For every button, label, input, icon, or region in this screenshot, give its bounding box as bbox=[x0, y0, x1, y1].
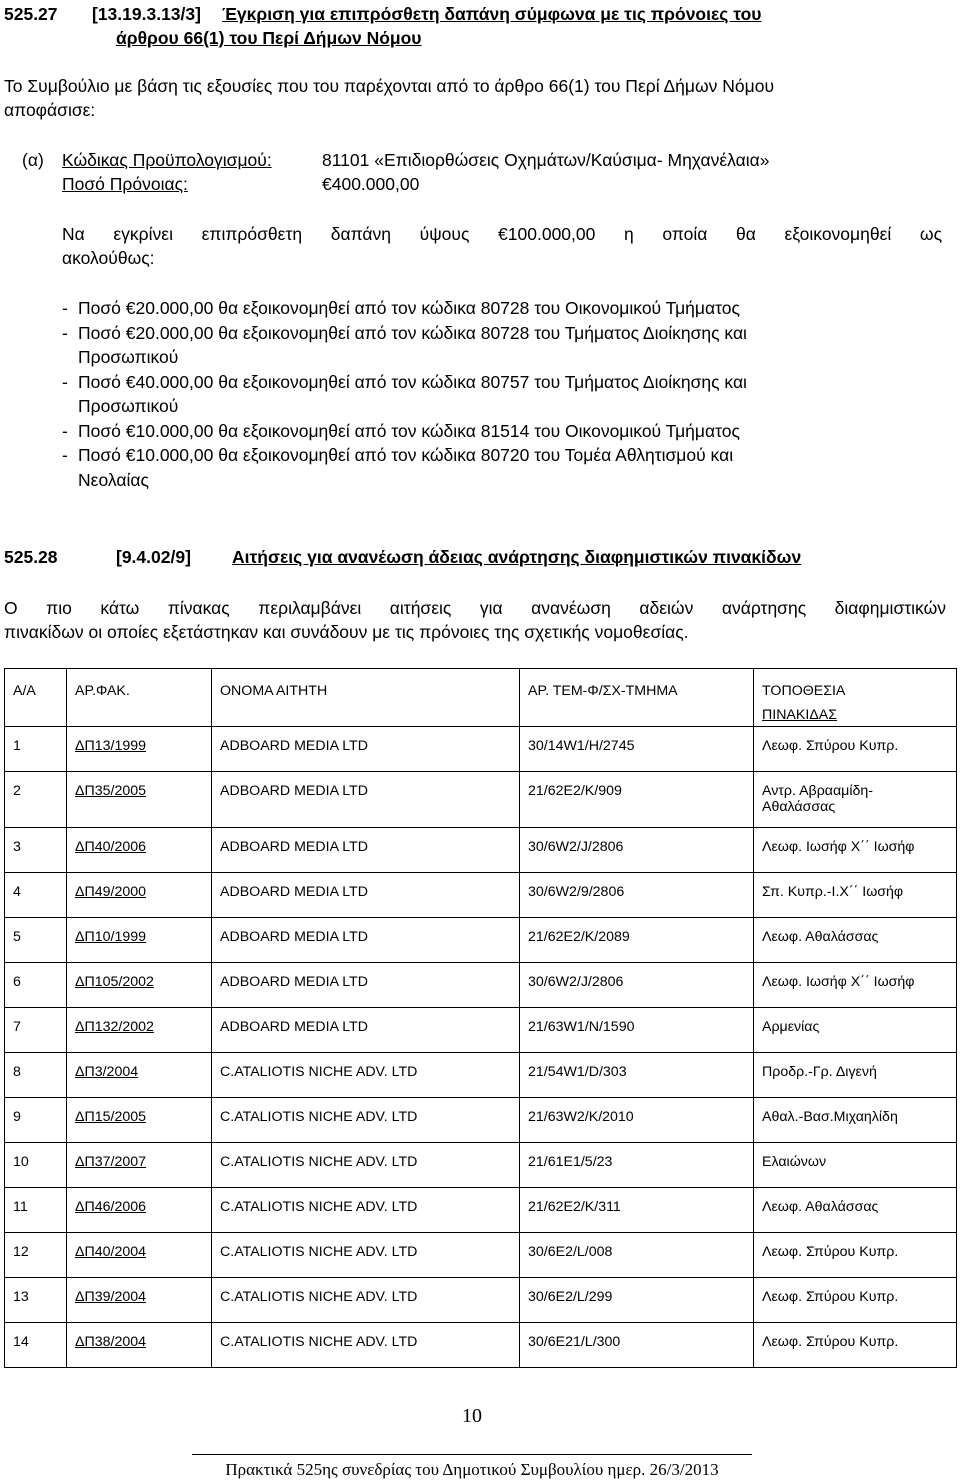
cell-file: ΔΠ49/2000 bbox=[67, 873, 212, 918]
cell-file: ΔΠ37/2007 bbox=[67, 1143, 212, 1188]
cell-aa: 1 bbox=[5, 727, 67, 772]
cell-aa: 11 bbox=[5, 1188, 67, 1233]
cell-applicant: ADBOARD MEDIA LTD bbox=[212, 772, 520, 828]
list-item bbox=[62, 419, 942, 444]
cell-file: ΔΠ3/2004 bbox=[67, 1053, 212, 1098]
cell-location-line1: Λεωφ. Σπύρου Κυπρ. bbox=[762, 1289, 899, 1305]
cell-location-line1: Λεωφ. Ιωσήφ Χ΄΄ Ιωσήφ bbox=[762, 974, 915, 990]
cell-plot: 21/62E2/K/311 bbox=[520, 1188, 754, 1233]
cell-location bbox=[754, 1233, 957, 1278]
budget-code-value: 81101 «Επιδιορθώσεις Οχημάτων/Καύσιμα- Μηχανέλαια» bbox=[322, 150, 770, 170]
cell-applicant: ADBOARD MEDIA LTD bbox=[212, 963, 520, 1008]
header-plot: ΑΡ. ΤΕΜ-Φ/ΣΧ-ΤΜΗΜΑ bbox=[520, 669, 754, 727]
cell-plot: 21/63W1/N/1590 bbox=[520, 1008, 754, 1053]
table-row bbox=[5, 873, 957, 918]
savings-text-line1: Ποσό €40.000,00 θα εξοικονομηθεί από τον κώδικα 80757 του Τμήματος Διοίκησης και bbox=[78, 371, 747, 392]
savings-text-line2: Προσωπικού bbox=[78, 396, 179, 416]
header-aa: Α/Α bbox=[5, 669, 67, 727]
cell-file: ΔΠ15/2005 bbox=[67, 1098, 212, 1143]
cell-aa: 13 bbox=[5, 1278, 67, 1323]
cell-plot: 30/6E2/L/299 bbox=[520, 1278, 754, 1323]
cell-location bbox=[754, 873, 957, 918]
cell-location-line1: Λεωφ. Σπύρου Κυπρ. bbox=[762, 1244, 899, 1260]
cell-plot: 30/6W2/9/2806 bbox=[520, 873, 754, 918]
table-row bbox=[5, 828, 957, 873]
cell-plot: 30/6E2/L/008 bbox=[520, 1233, 754, 1278]
cell-location bbox=[754, 1278, 957, 1323]
cell-applicant: C.ATALIOTIS NICHE ADV. LTD bbox=[212, 1143, 520, 1188]
header-location-line1: ΤΟΠΟΘΕΣΙΑ bbox=[762, 683, 846, 699]
cell-applicant: C.ATALIOTIS NICHE ADV. LTD bbox=[212, 1098, 520, 1143]
provision-value: €400.000,00 bbox=[322, 174, 420, 194]
savings-text-line2: Νεολαίας bbox=[78, 469, 149, 490]
item-title-line2: άρθρου 66(1) του Περί Δήμων Νόμου bbox=[116, 28, 422, 48]
provision-label: Ποσό Πρόνοιας: bbox=[62, 174, 188, 194]
cell-file: ΔΠ10/1999 bbox=[67, 918, 212, 963]
cell-plot: 30/6E21/L/300 bbox=[520, 1323, 754, 1368]
savings-text-line1: Ποσό €20.000,00 θα εξοικονομηθεί από τον κώδικα 80728 του Οικονομικού Τμήματος bbox=[78, 298, 740, 318]
table-header-row bbox=[5, 669, 957, 727]
cell-file: ΔΠ13/1999 bbox=[67, 727, 212, 772]
cell-location-line1: Λεωφ. Αθαλάσσας bbox=[762, 929, 879, 945]
list-item bbox=[62, 370, 942, 419]
cell-file: ΔΠ40/2004 bbox=[67, 1233, 212, 1278]
cell-aa: 7 bbox=[5, 1008, 67, 1053]
cell-location bbox=[754, 963, 957, 1008]
table-row bbox=[5, 963, 957, 1008]
cell-location bbox=[754, 1053, 957, 1098]
cell-location bbox=[754, 772, 957, 828]
table-row bbox=[5, 1323, 957, 1368]
cell-location bbox=[754, 828, 957, 873]
footer-text: Πρακτικά 525ης συνεδρίας του Δημοτικού Συμβουλίου ημερ. 26/3/2013 bbox=[225, 1460, 719, 1479]
cell-location bbox=[754, 1098, 957, 1143]
savings-text-line1: Ποσό €20.000,00 θα εξοικονομηθεί από τον κώδικα 80728 του Τμήματος Διοίκησης και bbox=[78, 322, 747, 343]
item2-intro-line2: πινακίδων οι οποίες εξετάστηκαν και συνάδουν με τις πρόνοιες της σχετικής νομοθεσίας. bbox=[4, 622, 689, 642]
cell-file: ΔΠ132/2002 bbox=[67, 1008, 212, 1053]
cell-aa: 3 bbox=[5, 828, 67, 873]
cell-file: ΔΠ35/2005 bbox=[67, 772, 212, 828]
cell-aa: 5 bbox=[5, 918, 67, 963]
budget-code-label: Κώδικας Προϋπολογισμού: bbox=[62, 150, 272, 170]
cell-aa: 2 bbox=[5, 772, 67, 828]
cell-file: ΔΠ38/2004 bbox=[67, 1323, 212, 1368]
cell-location-line1: Αθαλ.-Βασ.Μιχαηλίδη bbox=[762, 1109, 898, 1125]
item2-number: 525.28 bbox=[4, 547, 58, 567]
cell-applicant: ADBOARD MEDIA LTD bbox=[212, 727, 520, 772]
signs-table bbox=[4, 668, 957, 1368]
approve-line2: ακολούθως: bbox=[62, 248, 155, 268]
table-row bbox=[5, 772, 957, 828]
cell-plot: 30/6W2/J/2806 bbox=[520, 828, 754, 873]
cell-plot: 21/61E1/5/23 bbox=[520, 1143, 754, 1188]
cell-location bbox=[754, 1143, 957, 1188]
cell-applicant: ADBOARD MEDIA LTD bbox=[212, 873, 520, 918]
list-item bbox=[62, 443, 942, 492]
cell-plot: 21/62E2/K/909 bbox=[520, 772, 754, 828]
cell-applicant: C.ATALIOTIS NICHE ADV. LTD bbox=[212, 1278, 520, 1323]
cell-plot: 30/14W1/H/2745 bbox=[520, 727, 754, 772]
cell-aa: 4 bbox=[5, 873, 67, 918]
list-dash: - bbox=[62, 298, 68, 318]
cell-aa: 12 bbox=[5, 1233, 67, 1278]
table-row bbox=[5, 1278, 957, 1323]
table-row bbox=[5, 1233, 957, 1278]
approve-line1: Να εγκρίνει επιπρόσθετη δαπάνη ύψους €100.000,00 η οποία θα εξοικονομηθεί ως bbox=[62, 224, 942, 244]
savings-list bbox=[62, 296, 942, 492]
list-dash: - bbox=[62, 371, 68, 392]
cell-location bbox=[754, 1188, 957, 1233]
cell-plot: 21/62E2/K/2089 bbox=[520, 918, 754, 963]
cell-applicant: C.ATALIOTIS NICHE ADV. LTD bbox=[212, 1323, 520, 1368]
cell-location-line1: Αντρ. Αβρααμίδη- bbox=[762, 783, 874, 799]
cell-applicant: C.ATALIOTIS NICHE ADV. LTD bbox=[212, 1053, 520, 1098]
cell-location-line1: Προδρ.-Γρ. Διγενή bbox=[762, 1064, 877, 1080]
table-row bbox=[5, 1053, 957, 1098]
table-row bbox=[5, 918, 957, 963]
cell-applicant: ADBOARD MEDIA LTD bbox=[212, 1008, 520, 1053]
cell-applicant: ADBOARD MEDIA LTD bbox=[212, 828, 520, 873]
savings-text-line1: Ποσό €10.000,00 θα εξοικονομηθεί από τον κώδικα 81514 του Οικονομικού Τμήματος bbox=[78, 420, 740, 441]
cell-applicant: C.ATALIOTIS NICHE ADV. LTD bbox=[212, 1233, 520, 1278]
header-file: ΑΡ.ΦΑΚ. bbox=[67, 669, 212, 727]
item2-intro-line1: Ο πιο κάτω πίνακας περιλαμβάνει αιτήσεις για ανανέωση αδειών ανάρτησης διαφημιστικών bbox=[4, 598, 946, 618]
cell-aa: 10 bbox=[5, 1143, 67, 1188]
cell-file: ΔΠ46/2006 bbox=[67, 1188, 212, 1233]
item-number: 525.27 bbox=[4, 4, 58, 24]
cell-location-line1: Λεωφ. Αθαλάσσας bbox=[762, 1199, 879, 1215]
item-code: [13.19.3.13/3] bbox=[92, 4, 201, 24]
cell-location-line1: Λεωφ. Ιωσήφ Χ΄΄ Ιωσήφ bbox=[762, 839, 915, 855]
list-item bbox=[62, 296, 942, 321]
item-title-line1: Έγκριση για επιπρόσθετη δαπάνη σύμφωνα με τις πρόνοιες του bbox=[222, 4, 762, 24]
table-row bbox=[5, 1188, 957, 1233]
cell-location-line2: Αθαλάσσας bbox=[762, 799, 836, 815]
cell-applicant: C.ATALIOTIS NICHE ADV. LTD bbox=[212, 1188, 520, 1233]
cell-aa: 9 bbox=[5, 1098, 67, 1143]
cell-plot: 21/63W2/K/2010 bbox=[520, 1098, 754, 1143]
page-number: 10 bbox=[462, 1405, 482, 1427]
cell-plot: 21/54W1/D/303 bbox=[520, 1053, 754, 1098]
cell-location bbox=[754, 1323, 957, 1368]
list-dash: - bbox=[62, 420, 68, 441]
footer-divider bbox=[192, 1454, 752, 1455]
header-location bbox=[754, 669, 957, 727]
cell-location-line1: Λεωφ. Σπύρου Κυπρ. bbox=[762, 738, 899, 754]
savings-text-line1: Ποσό €10.000,00 θα εξοικονομηθεί από τον κώδικα 80720 του Τομέα Αθλητισμού και bbox=[78, 445, 734, 465]
list-dash: - bbox=[62, 322, 68, 343]
cell-aa: 8 bbox=[5, 1053, 67, 1098]
cell-aa: 14 bbox=[5, 1323, 67, 1368]
item2-title: Αιτήσεις για ανανέωση άδειας ανάρτησης διαφημιστικών πινακίδων bbox=[232, 547, 802, 567]
table-row bbox=[5, 1008, 957, 1053]
table-row bbox=[5, 727, 957, 772]
list-item bbox=[62, 321, 942, 370]
cell-applicant: ADBOARD MEDIA LTD bbox=[212, 918, 520, 963]
cell-location bbox=[754, 1008, 957, 1053]
cell-plot: 30/6W2/J/2806 bbox=[520, 963, 754, 1008]
header-applicant: ΟΝΟΜΑ ΑΙΤΗΤΗ bbox=[212, 669, 520, 727]
alpha-marker: (α) bbox=[22, 150, 44, 170]
cell-location bbox=[754, 918, 957, 963]
item2-code: [9.4.02/9] bbox=[116, 547, 191, 567]
cell-location bbox=[754, 727, 957, 772]
cell-file: ΔΠ105/2002 bbox=[67, 963, 212, 1008]
cell-location-line1: Ελαιώνων bbox=[762, 1154, 827, 1170]
list-dash: - bbox=[62, 445, 68, 465]
cell-location-line1: Σπ. Κυπρ.-Ι.Χ΄΄ Ιωσήφ bbox=[762, 884, 904, 900]
cell-location-line1: Αρμενίας bbox=[762, 1019, 820, 1035]
table-row bbox=[5, 1098, 957, 1143]
intro-line1: Το Συμβούλιο με βάση τις εξουσίες που του παρέχονται από το άρθρο 66(1) του Περί Δήμων Νόμου bbox=[4, 76, 775, 96]
intro-line2: αποφάσισε: bbox=[4, 100, 96, 120]
cell-file: ΔΠ39/2004 bbox=[67, 1278, 212, 1323]
table-row bbox=[5, 1143, 957, 1188]
savings-text-line2: Προσωπικού bbox=[78, 347, 179, 367]
cell-aa: 6 bbox=[5, 963, 67, 1008]
cell-location-line1: Λεωφ. Σπύρου Κυπρ. bbox=[762, 1334, 899, 1350]
cell-file: ΔΠ40/2006 bbox=[67, 828, 212, 873]
header-location-line2: ΠΙΝΑΚΙΔΑΣ bbox=[762, 707, 838, 723]
